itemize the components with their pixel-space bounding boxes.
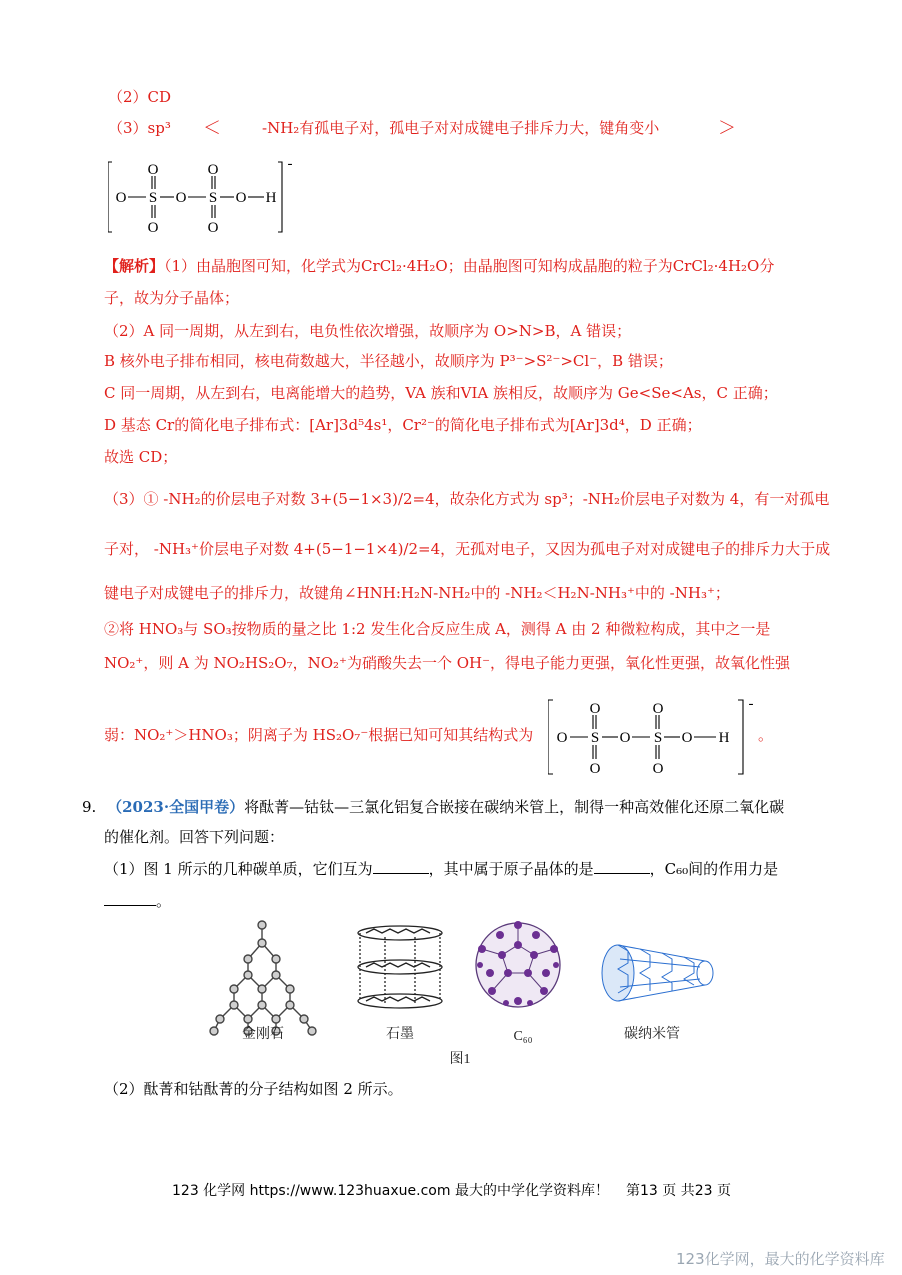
question-source: （2023·全国甲卷） xyxy=(107,798,245,816)
atom-s: S xyxy=(208,190,218,206)
atom-s: S xyxy=(590,730,600,746)
analysis-paragraph-9: 键电子对成键电子的排斥力，故键角∠HNH:H₂N-NH₂中的 -NH₂＜H₂N-NH₃⁺中的 -NH₃⁺； xyxy=(104,584,730,602)
answer-3-greater-than: ＞ xyxy=(718,118,736,139)
atom-s: S xyxy=(148,190,158,206)
question-9-part-1: （1）图 1 所示的几种碳单质，它们互为 ，其中属于原子晶体的是 ，C₆₀间的作用力是 xyxy=(104,860,779,878)
analysis-paragraph-11: NO₂⁺，则 A 为 NO₂HS₂O₇，NO₂⁺为硝酸失去一个 OH⁻，得电子能力更强，氧化性更强，故氧化性强 xyxy=(104,654,791,672)
hs2o7-structure-formula-inline xyxy=(548,696,768,778)
analysis-paragraph-3: B 核外电子排布相同，核电荷数越大，半径越小，故顺序为 P³⁻>S²⁻>Cl⁻，B 错误； xyxy=(104,352,673,370)
analysis-paragraph-12-end: 。 xyxy=(758,726,774,744)
atom-o: O xyxy=(235,190,247,206)
figure-label-c60: C₆₀ xyxy=(513,1029,533,1044)
atom-h: H xyxy=(718,730,730,746)
atom-h: H xyxy=(265,190,277,206)
atom-o: O xyxy=(175,190,187,206)
figure-label-graphite: 石墨 xyxy=(386,1027,414,1042)
question-9-part-1-cont: 。 xyxy=(104,890,171,911)
figure-1-carbon-allotropes xyxy=(200,915,730,1075)
footer-site-info: 123 化学网 https://www.123huaxue.com 最大的中学化学资料库！ xyxy=(172,1183,609,1199)
figure-caption: 图1 xyxy=(449,1052,471,1067)
svg-text:O: O xyxy=(147,162,159,178)
analysis-paragraph-4: C 同一周期，从左到右，电离能增大的趋势，VA 族和VIA 族相反，故顺序为 Ge<Se<As，C 正确； xyxy=(104,384,778,402)
svg-text:O: O xyxy=(652,701,664,717)
analysis-paragraph-5: D 基态 Cr的简化电子排布式：[Ar]3d⁵4s¹，Cr²⁻的简化电子排布式为[Ar]3d⁴，D 正确； xyxy=(104,416,702,434)
analysis-paragraph-1: 【解析】（1）由晶胞图可知，化学式为CrCl₂·4H₂O；由晶胞图可知构成晶胞的粒子为CrCl₂·4H₂O分 xyxy=(104,257,775,275)
svg-text:O: O xyxy=(589,701,601,717)
svg-text:O: O xyxy=(589,761,601,777)
watermark: 123化学网，最大的化学资料库 xyxy=(676,1250,885,1268)
analysis-paragraph-2: （2）A 同一周期，从左到右，电负性依次增强，故顺序为 O>N>B，A 错误； xyxy=(104,322,632,340)
hs2o7-structure-formula xyxy=(108,158,308,236)
atom-s: S xyxy=(653,730,663,746)
charge-sign: - xyxy=(748,696,754,712)
atom-o: O xyxy=(115,190,127,206)
question-number: 9. xyxy=(82,798,97,816)
c60-fullerene-icon xyxy=(476,921,560,1007)
figure-label-nanotube: 碳纳米管 xyxy=(624,1027,680,1042)
answer-3-less-than: ＜ xyxy=(203,118,221,139)
svg-text:O: O xyxy=(147,220,159,236)
analysis-paragraph-12: 弱：NO₂⁺＞HNO₃；阴离子为 HS₂O₇⁻根据已知可知其结构式为 xyxy=(104,726,534,744)
footer-page-number: 第13 页 共23 页 xyxy=(626,1183,731,1199)
analysis-label: 【解析】 xyxy=(104,257,165,275)
question-9-stem-cont: 的催化剂。回答下列问题： xyxy=(104,828,285,846)
analysis-paragraph-6: 故选 CD； xyxy=(104,448,178,466)
answer-2: （2）CD xyxy=(108,88,172,106)
answer-blank[interactable] xyxy=(104,891,156,906)
svg-text:O: O xyxy=(207,162,219,178)
answer-3-reason: -NH₂有孤电子对，孤电子对对成键电子排斥力大，键角变小 xyxy=(262,119,660,137)
svg-text:O: O xyxy=(207,220,219,236)
analysis-paragraph-10: ②将 HNO₃与 SO₃按物质的量之比 1:2 发生化合反应生成 A，测得 A 由 2 种微粒构成，其中之一是 xyxy=(104,620,771,638)
charge-sign: - xyxy=(287,158,293,172)
answer-3-hybridization: （3）sp³ xyxy=(108,119,171,137)
question-9-part-2: （2）酞菁和钴酞菁的分子结构如图 2 所示。 xyxy=(104,1080,403,1098)
answer-blank[interactable] xyxy=(594,859,650,874)
question-9-stem: 9. （2023·全国甲卷）将酞菁—钴钛—三氯化铝复合嵌接在碳纳米管上，制得一种高效催化还原二氧化碳 xyxy=(82,798,785,816)
analysis-paragraph-7: （3）① -NH₂的价层电子对数 3+(5−1×3)/2=4，故杂化方式为 sp³；-NH₂价层电子对数为 4，有一对孤电 xyxy=(104,490,830,508)
carbon-nanotube-icon xyxy=(602,945,713,1001)
svg-text:O: O xyxy=(652,761,664,777)
figure-label-diamond: 金刚石 xyxy=(242,1027,284,1042)
atom-o: O xyxy=(681,730,693,746)
graphite-structure-icon xyxy=(358,926,442,1008)
analysis-paragraph-1-cont: 子，故为分子晶体； xyxy=(104,289,240,307)
answer-blank[interactable] xyxy=(373,859,429,874)
diamond-structure-icon xyxy=(210,921,316,1035)
atom-o: O xyxy=(556,730,568,746)
atom-o: O xyxy=(619,730,631,746)
analysis-paragraph-8: 子对， -NH₃⁺价层电子对数 4+(5−1−1×4)/2=4，无孤对电子，又因为孤电子对对成键电子的排斥力大于成 xyxy=(104,540,831,558)
